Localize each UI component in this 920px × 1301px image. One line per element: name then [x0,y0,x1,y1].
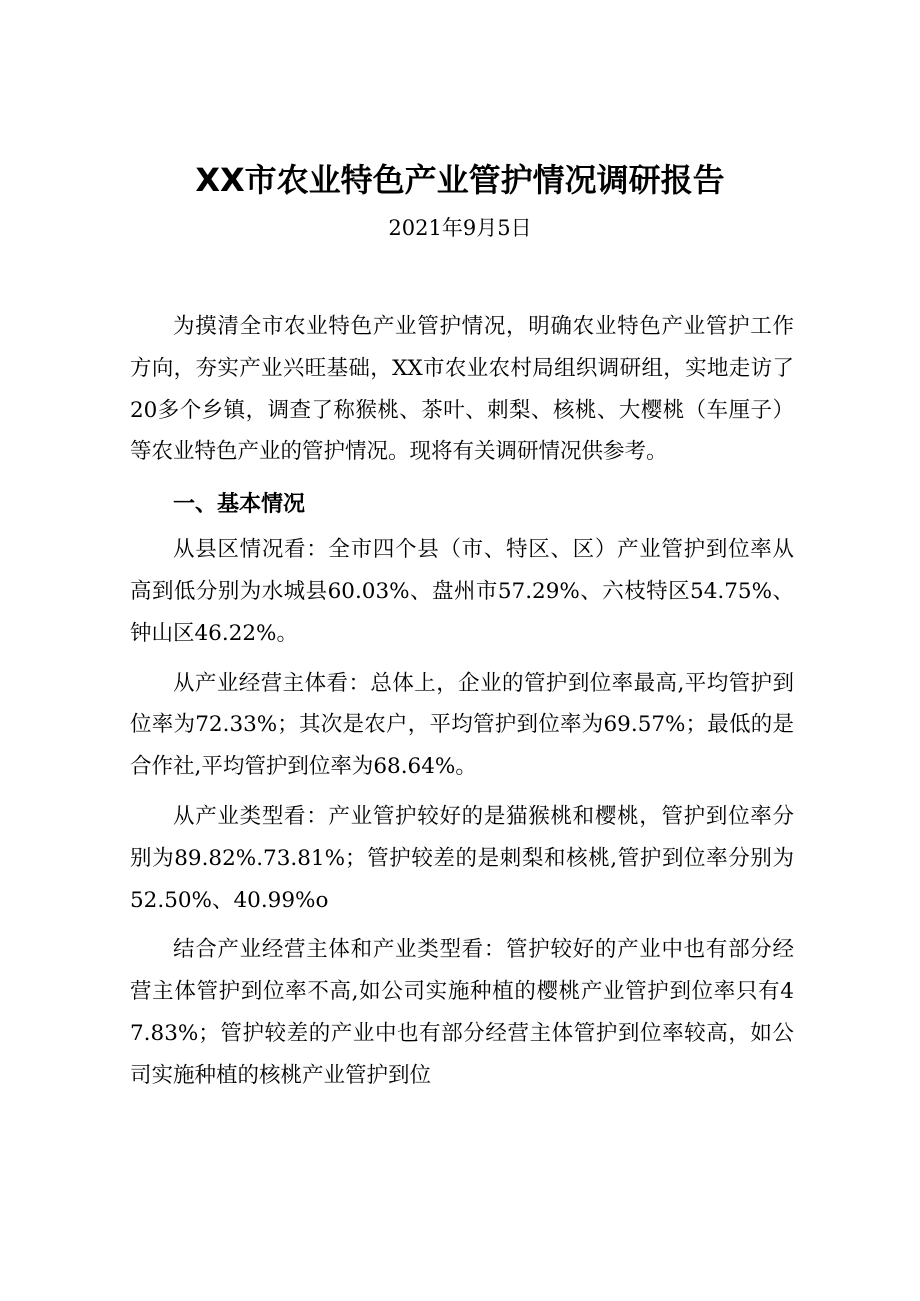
spacer [130,655,794,663]
document-date: 2021年9月5日 [388,216,532,240]
section-heading-basic: 一、基本情况 [173,492,306,518]
document-title: XX市农业特色产业管护情况调研报告 [195,161,725,199]
document-body [130,306,794,1097]
paragraph-operators: 从产业经营主体看：总体上，企业的管护到位率最高,平均管护到位率为72.33%；其次是农户，平均管护到位率为69.57%；最低的是合作社,平均管护到位率为68.64%。 [130,670,794,780]
paragraph-industry-type: 从产业类型看：产业管护较好的是猫猴桃和樱桃，管护到位率分别为89.82%.73.81%；管护较差的是刺梨和核桃,管护到位率分别为52.50%、40.99%o [130,803,794,913]
spacer [130,921,794,929]
spacer [130,473,794,481]
spacer [130,788,794,796]
paragraph-county: 从县区情况看：全市四个县（市、特区、区）产业管护到位率从高到低分别为水城县60.03%、盘州市57.29%、六枝特区54.75%、钟山区46.22%。 [130,537,794,646]
intro-paragraph: 为摸清全市农业特色产业管护情况，明确农业特色产业管护工作方向，夯实产业兴旺基础，XX市农业农村局组织调研组，实地走访了20多个乡镇，调查了称猴桃、茶叶、刺梨、核桃、大樱桃（车厘子）等农业特色产业的管护情况。现将有关调研情况供参考。 [130,314,794,465]
paragraph-combined: 结合产业经营主体和产业类型看：管护较好的产业中也有部分经营主体管护到位率不高,如公司实施种植的樱桃产业管护到位率只有47.83%；管护较差的产业中也有部分经营主体管护到位率较高，如公司实施种植的核桃产业管护到位 [130,937,794,1088]
